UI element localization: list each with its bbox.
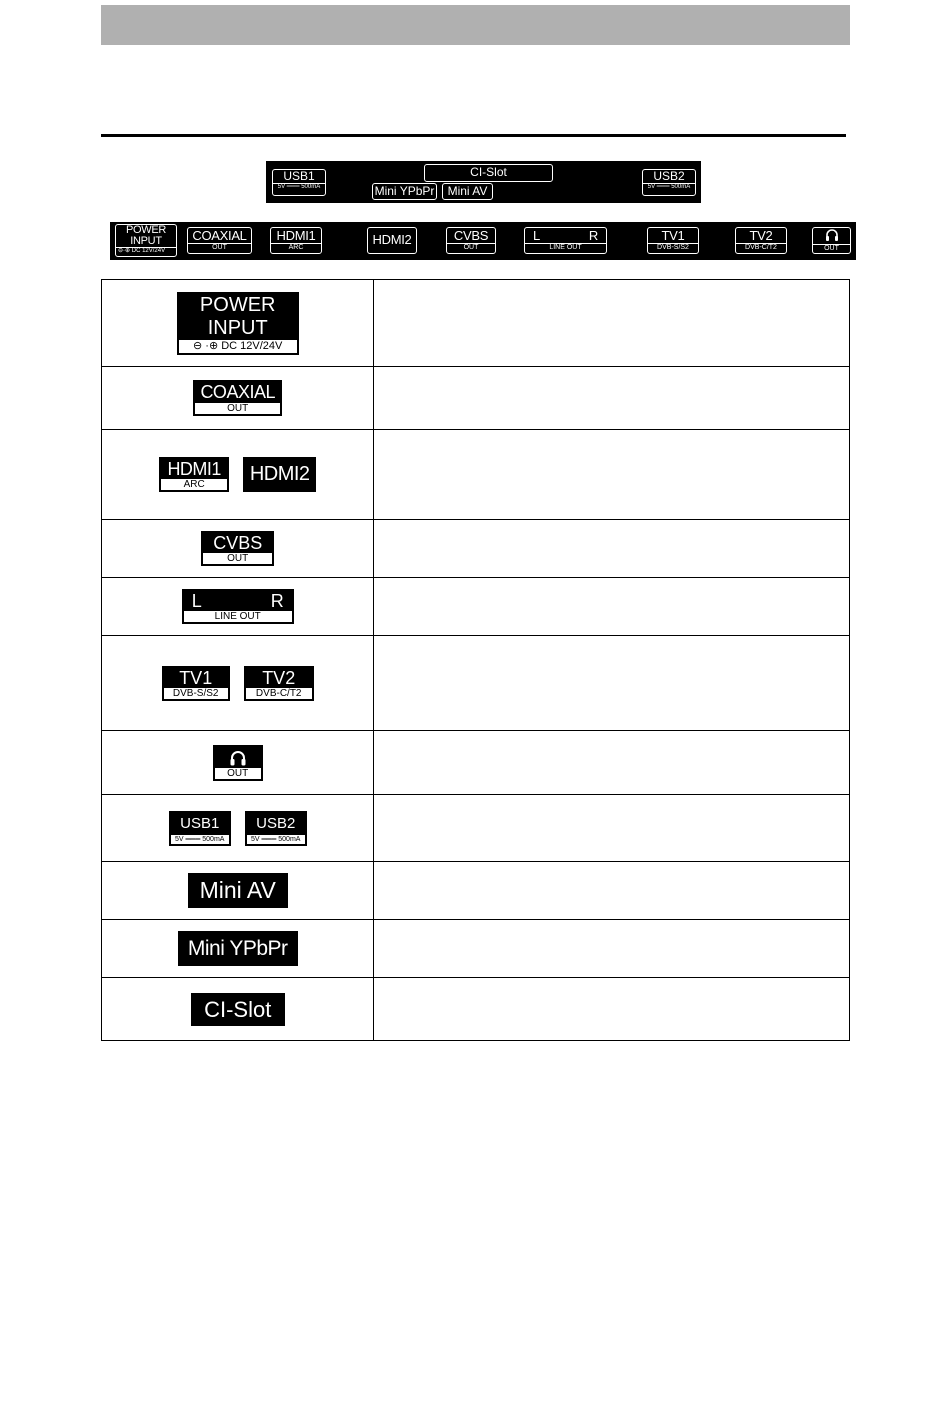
section-rule <box>101 134 846 137</box>
ci-slot-icon-cell <box>102 978 374 1041</box>
rear-hdmi1-label: HDMI1 <box>276 228 316 243</box>
hdmi-description <box>374 430 850 520</box>
rear-hdmi2-port <box>367 227 417 254</box>
mini-ypbpr-description <box>374 920 850 978</box>
table-row-mini-ypbpr <box>102 920 850 978</box>
tv2-label: TV2 <box>262 667 296 688</box>
usb2-rating: 5V ═══ 500mA <box>247 835 305 844</box>
coaxial-description <box>374 367 850 430</box>
mini-ypbpr-label: Mini YPbPr <box>187 937 288 960</box>
rear-line-out-port <box>524 227 607 254</box>
usb1-label: USB1 <box>180 814 220 832</box>
coaxial-label: COAXIAL <box>200 382 275 402</box>
rear-panel-diagram <box>110 222 856 260</box>
rear-cvbs-sub: OUT <box>447 243 495 252</box>
mini-ypbpr-icon-cell <box>102 920 374 978</box>
table-row-hdmi <box>102 430 850 520</box>
headphone-description <box>374 731 850 795</box>
polarity-icon: ⊖ ·⊕ <box>193 339 222 352</box>
tv1-label-box <box>162 666 230 701</box>
table-row-power <box>102 280 850 367</box>
power-icon-cell <box>102 280 374 367</box>
rear-line-out-left: L <box>533 228 540 243</box>
headphone-sub: OUT <box>215 768 261 779</box>
rear-line-out-right: R <box>588 228 598 243</box>
coaxial-label-box <box>193 380 282 416</box>
usb-icon-cell <box>102 795 374 862</box>
mini-ypbpr-label-box <box>178 931 298 966</box>
line-out-description <box>374 578 850 636</box>
rear-line-out-sub: LINE OUT <box>525 243 606 252</box>
hdmi1-sub: ARC <box>161 479 227 490</box>
tv-icon-cell <box>102 636 374 731</box>
rear-cvbs-label: CVBS <box>453 228 489 243</box>
line-out-channels <box>184 591 292 611</box>
tv-labels <box>162 666 314 701</box>
side-usb1-label: USB1 <box>283 169 315 183</box>
line-out-sub: LINE OUT <box>184 611 292 622</box>
usb-description <box>374 795 850 862</box>
rear-line-out-channels <box>525 228 606 243</box>
table-row-ci-slot <box>102 978 850 1041</box>
usb2-label: USB2 <box>256 814 296 832</box>
headphone-icon <box>215 747 261 768</box>
cvbs-description <box>374 520 850 578</box>
ci-slot-description <box>374 978 850 1041</box>
tv2-sub: DVB-C/T2 <box>246 688 312 699</box>
mini-av-icon-cell <box>102 862 374 920</box>
hdmi1-label: HDMI1 <box>167 459 221 479</box>
headphone-icon-cell <box>102 731 374 795</box>
side-panel-diagram <box>266 161 701 203</box>
rear-tv1-sub: DVB-S/S2 <box>648 243 698 252</box>
table-row-tv <box>102 636 850 731</box>
side-ci-slot <box>424 164 553 182</box>
rear-coaxial-label: COAXIAL <box>192 228 247 243</box>
table-row-cvbs <box>102 520 850 578</box>
mini-av-label-box <box>188 873 288 908</box>
rear-power-input <box>115 224 177 257</box>
side-usb2-rating: 5V ═══ 500mA <box>643 183 695 191</box>
side-mini-av-label: Mini AV <box>447 184 488 198</box>
power-description <box>374 280 850 367</box>
table-row-usb <box>102 795 850 862</box>
rear-cvbs-port <box>446 227 496 254</box>
rear-coaxial-sub: OUT <box>188 243 251 252</box>
cvbs-sub: OUT <box>203 553 272 564</box>
rear-power-rating-row <box>116 247 176 255</box>
side-mini-ypbpr-port <box>372 183 437 200</box>
side-mini-av-port <box>442 183 493 200</box>
rear-tv1-port <box>647 227 699 254</box>
polarity-icon: ⊖·⊕ <box>118 248 132 254</box>
ports-table <box>101 279 850 1041</box>
side-usb2-port <box>642 169 696 196</box>
usb1-rating: 5V ═══ 500mA <box>171 835 229 844</box>
tv-description <box>374 636 850 731</box>
ci-slot-label: CI-Slot <box>204 996 272 1022</box>
cvbs-label: CVBS <box>213 533 263 553</box>
line-out-left: L <box>191 591 202 611</box>
side-usb2-label: USB2 <box>653 169 685 183</box>
power-line2: INPUT <box>207 316 268 339</box>
cvbs-icon-cell <box>102 520 374 578</box>
rear-coaxial-port <box>187 227 252 254</box>
rear-power-rating: DC 12V/24V <box>131 248 166 254</box>
rear-power-line1: POWER <box>125 224 167 236</box>
rear-hdmi1-sub: ARC <box>271 243 321 252</box>
coaxial-sub: OUT <box>195 403 280 414</box>
power-line1: POWER <box>199 293 276 316</box>
power-rating: DC 12V/24V <box>221 339 283 352</box>
header-bar <box>101 5 850 45</box>
line-out-label-box <box>182 589 294 624</box>
headphone-label-box <box>213 745 263 781</box>
table-row-mini-av <box>102 862 850 920</box>
hdmi-icon-cell <box>102 430 374 520</box>
hdmi-labels <box>159 457 316 492</box>
usb2-label-box <box>245 811 307 846</box>
headphone-icon <box>813 228 850 244</box>
side-usb1-port <box>272 169 326 196</box>
tv1-sub: DVB-S/S2 <box>164 688 228 699</box>
line-out-right: R <box>270 591 284 611</box>
rear-tv2-sub: DVB-C/T2 <box>736 243 786 252</box>
mini-av-description <box>374 862 850 920</box>
rear-hdmi2-label: HDMI2 <box>372 232 412 247</box>
mini-av-label: Mini AV <box>199 877 276 903</box>
side-mini-ypbpr-label: Mini YPbPr <box>374 184 435 198</box>
table-row-coaxial <box>102 367 850 430</box>
side-ci-slot-label: CI-Slot <box>470 165 507 179</box>
hdmi2-label-box <box>243 457 316 492</box>
tv2-label-box <box>244 666 314 701</box>
table-row-headphone <box>102 731 850 795</box>
rear-hdmi1-port <box>270 227 322 254</box>
rear-tv1-label: TV1 <box>661 228 685 243</box>
rear-tv2-port <box>735 227 787 254</box>
rear-headphone-sub: OUT <box>813 244 850 253</box>
rear-tv2-label: TV2 <box>749 228 773 243</box>
cvbs-label-box <box>201 531 274 566</box>
usb-labels <box>169 811 307 846</box>
coaxial-icon-cell <box>102 367 374 430</box>
rear-headphone-port <box>812 227 851 254</box>
power-input-label <box>177 292 299 355</box>
table-row-line-out <box>102 578 850 636</box>
hdmi1-label-box <box>159 457 229 492</box>
side-usb1-rating: 5V ═══ 500mA <box>273 183 325 191</box>
usb1-label-box <box>169 811 231 846</box>
ci-slot-label-box <box>191 993 285 1026</box>
rear-power-line2: INPUT <box>130 235 162 247</box>
line-out-icon-cell <box>102 578 374 636</box>
tv1-label: TV1 <box>179 667 213 688</box>
hdmi2-label: HDMI2 <box>249 463 310 485</box>
power-rating-row <box>179 340 297 353</box>
